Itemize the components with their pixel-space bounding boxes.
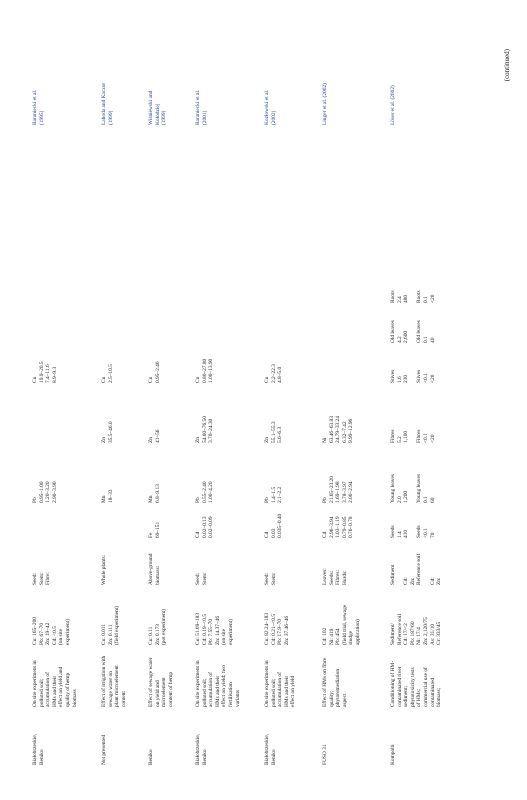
metal-value: Old leaves bbox=[416, 320, 423, 343]
metal-value: <0.1 bbox=[422, 433, 429, 443]
metal-value: 1.4 bbox=[396, 531, 403, 538]
metal-column bbox=[390, 474, 436, 503]
metal-value: 0.02–0.09 bbox=[208, 516, 215, 538]
metal-column bbox=[195, 416, 215, 443]
metal-column bbox=[195, 359, 215, 383]
cell-c2: Conditioning of HM- contaminated river sediment; phytotoxicity tests of HMs; commercial use of contaminated biomass; bbox=[390, 660, 443, 707]
metal-column bbox=[195, 481, 215, 503]
metal-value: Pb bbox=[32, 497, 38, 503]
metal-value: Cu bbox=[32, 376, 38, 383]
metal-value bbox=[410, 370, 417, 383]
metal-value: Young leaves bbox=[390, 474, 396, 503]
metal-value: 2.2–22.3 bbox=[270, 364, 277, 383]
metal-value: 2.96–3.94 bbox=[328, 516, 335, 538]
metal-column bbox=[264, 487, 284, 503]
metal-value: 41–56 bbox=[154, 429, 161, 443]
metal-value: 2.4 bbox=[396, 296, 403, 303]
cell-c3: Cu: 0.011 Zn: 0.111 (field experiment) bbox=[101, 605, 121, 645]
metal-column bbox=[148, 430, 161, 443]
metal-value: <0.1 bbox=[422, 528, 429, 538]
cell-c1: Białobrzeskie, Beniko bbox=[32, 734, 45, 765]
metal-value: Cd bbox=[264, 531, 270, 538]
reference-link[interactable]: Linger et al. (2002) bbox=[322, 83, 328, 125]
metal-column bbox=[101, 364, 114, 383]
cell-c3: Sediment/ Reference soil Cd: 17/<2 Pb: 187/60 Ni: 17/4 Zn: 2,120/75 As: 31/10 Cr: 333/45 bbox=[390, 614, 443, 645]
metal-value: 4.8–5.0 bbox=[277, 366, 284, 383]
metal-value: 0.79–0.85 bbox=[341, 516, 348, 538]
metal-value: 1.20–3.20 bbox=[45, 481, 52, 503]
metal-value: 3.70–24.30 bbox=[208, 418, 215, 443]
metal-value: 9.99–12.96 bbox=[348, 418, 355, 443]
metal-value: <20 bbox=[429, 294, 436, 303]
metal-value: 69–151 bbox=[154, 521, 161, 538]
metal-value: 2.1–2.2 bbox=[277, 486, 284, 503]
metal-value: 35.5–46.0 bbox=[107, 421, 114, 443]
metal-value: 0.76–0.78 bbox=[348, 516, 355, 538]
metal-value: Roots bbox=[416, 290, 423, 303]
cell-c4: Above-ground biomass: bbox=[148, 553, 161, 585]
metal-value: 7.4–11.6 bbox=[45, 364, 52, 383]
metal-value bbox=[410, 474, 417, 503]
metal-value: 54.60–76.50 bbox=[201, 416, 208, 443]
metal-column bbox=[322, 516, 355, 538]
metal-value: 0.95–1.00 bbox=[38, 481, 45, 503]
metal-value: 4.2 bbox=[396, 336, 403, 343]
metal-value: Cd bbox=[195, 531, 201, 538]
metal-column bbox=[264, 514, 284, 538]
metal-value: 40 bbox=[429, 337, 436, 343]
metal-value: 2,600 bbox=[403, 330, 410, 343]
metal-value: Cu bbox=[264, 376, 270, 383]
reference-link[interactable]: Kozłowski et al. (2002) bbox=[264, 89, 277, 125]
metal-value: Mn bbox=[101, 495, 107, 503]
metal-value: Cd bbox=[322, 531, 328, 538]
metal-value: Mn bbox=[148, 495, 154, 503]
cell-c4: Whole plants: bbox=[101, 554, 107, 585]
cell-c4: Leaves: Seeds: Fibres: Hurds: bbox=[322, 568, 348, 585]
metal-value: 1.00–13.90 bbox=[208, 358, 215, 383]
metal-value: 1,100 bbox=[403, 430, 410, 443]
metal-value: 60 bbox=[429, 497, 436, 503]
cell-c1: Not presented bbox=[101, 734, 107, 765]
cell-c4: Seed: Stem: bbox=[195, 572, 208, 585]
reference-link[interactable]: Löser et al. (2002) bbox=[390, 85, 396, 125]
metal-value: Cu bbox=[148, 376, 154, 383]
metal-value: 55.1–55.3 bbox=[270, 421, 277, 443]
metal-column bbox=[390, 290, 436, 303]
metal-value bbox=[410, 525, 417, 538]
metal-column bbox=[390, 320, 436, 343]
metal-value: Pb bbox=[195, 497, 201, 503]
metal-value bbox=[410, 430, 417, 443]
metal-value: <0.1 bbox=[422, 373, 429, 383]
reference-link[interactable]: Baraniecki et al. (1995) bbox=[32, 89, 45, 125]
cell-c2: On site experiment in polluted soil; accumulation of HMs and their effect on yield bbox=[264, 660, 297, 707]
metal-value: 1.00–4.20 bbox=[208, 481, 215, 503]
cell-c1: Białobrzeskie, Beniko bbox=[264, 734, 277, 765]
metal-value: 2.90–3.90 bbox=[51, 481, 58, 503]
metal-value: Young leaves bbox=[416, 474, 423, 503]
metal-value: Seeds bbox=[390, 525, 396, 538]
metal-value: Pb bbox=[322, 497, 328, 503]
metal-value: Cu bbox=[195, 376, 201, 383]
metal-value: Ni bbox=[322, 437, 328, 443]
metal-value: Roots bbox=[390, 290, 396, 303]
metal-value: 70 bbox=[429, 532, 436, 538]
rotated-table-page bbox=[32, 45, 512, 765]
metal-value: Zn bbox=[195, 437, 201, 443]
metal-value: 0.55–2.40 bbox=[201, 481, 208, 503]
metal-column bbox=[322, 416, 355, 443]
metal-column bbox=[148, 361, 161, 383]
metal-column bbox=[390, 370, 436, 383]
cell-c3: Cd: 102 Ni: 419 Pb: 454 (field trial, sewage sludge application) bbox=[322, 604, 361, 645]
metal-value: 1,200 bbox=[403, 490, 410, 503]
metal-value: Stives bbox=[390, 369, 396, 383]
metal-value: 24.79–33.24 bbox=[335, 416, 342, 443]
metal-value: 0.02–0.13 bbox=[201, 516, 208, 538]
metal-value: 0.1 bbox=[422, 496, 429, 503]
cell-c3: Cu: 51.69–183 Cd: 0.19–<0.5 Pb: 7.55–70 Zn: 14.37–46 (on site experiment) bbox=[195, 612, 234, 645]
cell-c3: Cu: 165–200 Pb: 67–70 Zn: 19–42 Cd: <0.5 (on site experiment) bbox=[32, 616, 71, 645]
cell-c2: Effect of irrigation with sewage water on plant microelement content bbox=[101, 655, 127, 707]
metal-value: 0.95–2.46 bbox=[154, 361, 161, 383]
metal-value: Fibres bbox=[416, 429, 423, 443]
cell-c2: On site experiment in polluted soil; accumulation of HMs and their effect on yield; two fertilisation variants bbox=[195, 660, 241, 707]
metal-column bbox=[101, 421, 114, 443]
metal-value: 5.2 bbox=[396, 436, 403, 443]
metal-value: Zn bbox=[101, 437, 107, 443]
cell-c3: Cu: 0.11 Zn: 0.173 (pot experiment) bbox=[148, 608, 168, 645]
metal-value: 480 bbox=[403, 294, 410, 303]
cell-c1: Kompolti bbox=[390, 744, 396, 765]
metal-column bbox=[101, 490, 114, 503]
metal-value: 410 bbox=[403, 529, 410, 538]
metal-value: 21.65–23.20 bbox=[328, 476, 335, 503]
metal-value: Fibres bbox=[390, 429, 396, 443]
metal-value: 1.03–1.19 bbox=[335, 516, 342, 538]
metal-value: 0.1 bbox=[422, 336, 429, 343]
metal-value: Cu bbox=[101, 376, 107, 383]
metal-value: 8.9–9.3 bbox=[51, 366, 58, 383]
metal-column bbox=[322, 476, 355, 503]
metal-value: 63.46–63.83 bbox=[328, 416, 335, 443]
metal-column bbox=[32, 361, 58, 383]
metal-value: Seeds bbox=[416, 525, 423, 538]
metal-value: 1.6 bbox=[396, 376, 403, 383]
cell-c4: Sediment Cd: Zn: Reference soil Cd: Zn: bbox=[390, 554, 443, 585]
metal-value: <20 bbox=[429, 374, 436, 383]
metal-value: Fe bbox=[148, 532, 154, 538]
metal-value bbox=[410, 320, 417, 343]
cell-c4: Seed: Stem: bbox=[264, 572, 277, 585]
metal-value: 6.8–9.13 bbox=[154, 484, 161, 503]
metal-column bbox=[390, 525, 436, 538]
metal-value: 3.78–3.97 bbox=[341, 481, 348, 503]
metal-value: Stives bbox=[416, 369, 423, 383]
metal-column bbox=[264, 364, 284, 383]
cell-c2: Effect of HMs on fibre quality; phytoremediation aspect bbox=[322, 657, 348, 707]
metal-value: <20 bbox=[429, 434, 436, 443]
cell-c1: FUSO 31 bbox=[322, 744, 328, 765]
metal-value: Pb bbox=[264, 497, 270, 503]
metal-value: 2.00–2.94 bbox=[348, 481, 355, 503]
metal-value: 0.80–27.80 bbox=[201, 358, 208, 383]
metal-value bbox=[410, 290, 417, 303]
metal-value: 1.69–1.98 bbox=[335, 481, 342, 503]
metal-column bbox=[390, 430, 436, 443]
reference-link[interactable]: Baraniecki et al. (2001) bbox=[195, 89, 208, 125]
cell-c2: Effect of sewage water on yield and microelement content of hemp bbox=[148, 657, 174, 707]
metal-value: 0.1 bbox=[422, 296, 429, 303]
cell-c3: Cu: 82.24–183 Cd: 0.21–<0.5 Pb: 17.9–70 Zn: 37.46–46 bbox=[264, 612, 290, 645]
metal-value: 18–33 bbox=[107, 489, 114, 503]
metal-value: 5.6–6.3 bbox=[277, 426, 284, 443]
cell-c1: Białobrzeskie, Beniko bbox=[195, 734, 208, 765]
cell-c1: Beniko bbox=[148, 749, 154, 765]
metal-column bbox=[148, 522, 161, 538]
metal-value: 2.5–10.5 bbox=[107, 364, 114, 383]
reference-link[interactable]: Lahoda and Kaczor (1999) bbox=[101, 82, 114, 125]
metal-column bbox=[148, 484, 161, 503]
reference-link[interactable]: Wiśniewski and Kołodziej (1999) bbox=[148, 90, 168, 125]
metal-value: 0.035–0.40 bbox=[277, 513, 284, 538]
metal-value: 1.4–1.5 bbox=[270, 486, 277, 503]
metal-value: 2.0 bbox=[396, 496, 403, 503]
metal-value: Zn bbox=[264, 437, 270, 443]
metal-value: 19.9–20.5 bbox=[38, 361, 45, 383]
metal-value: 230 bbox=[403, 374, 410, 383]
cell-c2: On site experiment in polluted soil; accumulation of HMs and their effect on yield and quality of hemp biomass bbox=[32, 660, 78, 707]
metal-value: Zn bbox=[148, 437, 154, 443]
metal-value: Old leaves bbox=[390, 320, 396, 343]
continued-label: (continued) bbox=[503, 49, 511, 82]
metal-column bbox=[195, 516, 215, 538]
metal-value: 6.32–7.42 bbox=[341, 421, 348, 443]
metal-column bbox=[32, 481, 58, 503]
metal-column bbox=[264, 421, 284, 443]
cell-c4: Seed: Stem: Fibre: bbox=[32, 572, 52, 585]
metal-value: 0.03 bbox=[270, 528, 277, 538]
